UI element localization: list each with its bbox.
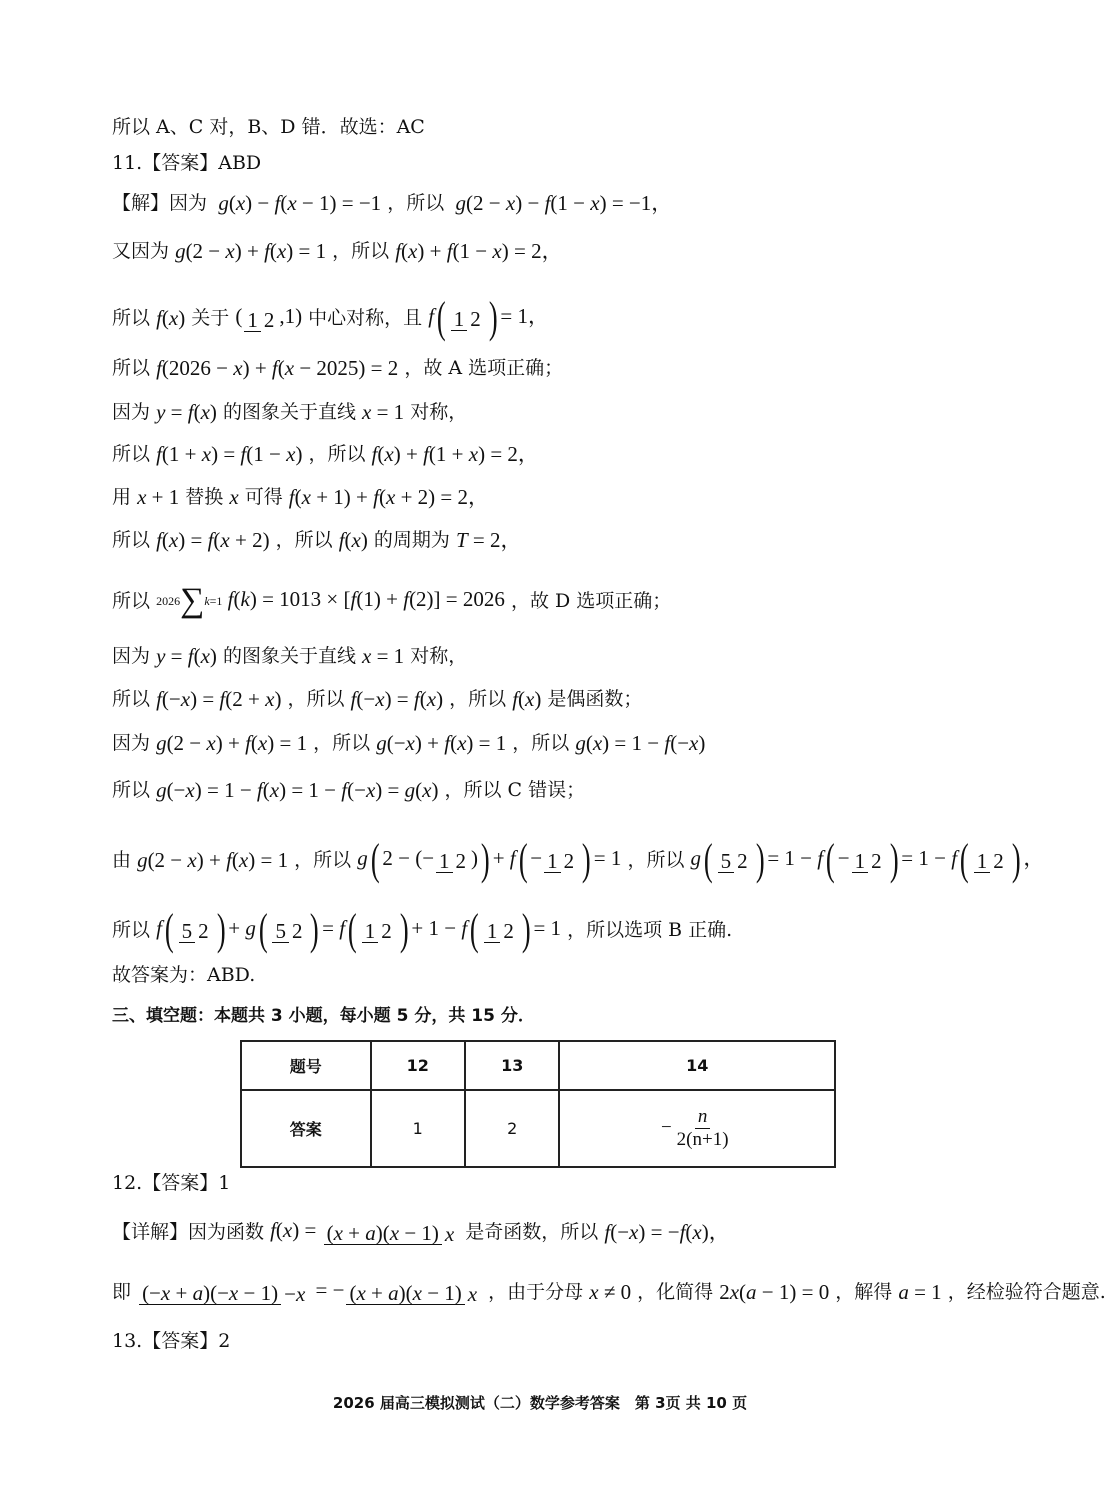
math-expression: x — [229, 485, 239, 509]
math-expression: g(−x) + f(x) = 1 — [376, 731, 507, 755]
table-header-cell: 13 — [465, 1041, 559, 1090]
table-header-cell: 14 — [559, 1041, 835, 1090]
math-expression: g( 5 2 ) = 1 − f( − 1 2 ) = 1 − f( 1 2 ) ， — [690, 835, 1045, 884]
math-expression: g(2 − x) + f(x) = 1 — [137, 848, 289, 872]
text-line: 用 x + 1 替换 x 可得 f(x + 1) + f(x + 2) = 2， — [112, 485, 489, 509]
text-line: 所以 f(x) = f(x + 2) ，所以 f(x) 的周期为 T = 2， — [112, 528, 522, 552]
math-expression: f( 5 2 ) + g( 5 2 ) = f( 1 2 ) + 1 − f( 1 2 ) = 1 — [156, 905, 562, 954]
text-line: 所以 A、C 对，B、D 错．故选：AC — [112, 116, 425, 138]
math-expression: (−x + a)(−x − 1) −x = − (x + a)(x − 1) x — [137, 1278, 482, 1305]
table-header-cell: 题号 — [241, 1041, 371, 1090]
math-expression: ( 1 2 ,1) — [235, 304, 303, 333]
text-line: 又因为 g(2 − x) + f(x) = 1 ，所以 f(x) + f(1 − x) = 2， — [112, 239, 563, 263]
answer-13: 13.【答案】2 — [112, 1330, 231, 1352]
math-expression: f(x) — [512, 687, 542, 711]
math-expression: T = 2， — [455, 528, 522, 552]
text-line: 所以 f( 5 2 ) + g( 5 2 ) = f( 1 2 ) + 1 − f( 1 2 ) = 1 ，所以选项 B 正确. — [112, 905, 733, 954]
math-expression: f(x + 1) + f(x + 2) = 2， — [288, 485, 489, 509]
math-expression: f(x) = (x + a)(x − 1) x — [270, 1218, 455, 1246]
math-expression: − $\frac{n}{2(n+1)}$ — [660, 1106, 729, 1150]
math-expression: g( 2 − (− 1 2 )) + f( − 1 2 ) = 1 — [357, 835, 622, 884]
math-expression: f(x) + f(1 + x) = 2， — [371, 442, 539, 466]
math-expression: 2026∑k=1 f(k) = 1013 × [f(1) + f(2)] = 2026 — [156, 582, 505, 619]
text-line: 故答案为：ABD. — [112, 964, 256, 986]
math-expression: g(x) = 1 − f(−x) — [575, 731, 706, 755]
math-expression: g(x) − f(x − 1) = −1 — [218, 191, 382, 215]
math-expression: f(x) + f(1 − x) = 2， — [395, 239, 563, 263]
text-line: 因为 g(2 − x) + f(x) = 1 ，所以 g(−x) + f(x) = 1 ，所以 g(x) = 1 − f(−x) — [112, 731, 706, 755]
math-expression: g(−x) = 1 − f(x) = 1 − f(−x) = g(x) — [156, 778, 439, 802]
text-line: 所以 f(−x) = f(2 + x) ，所以 f(−x) = f(x) ，所以 f(x) 是偶函数； — [112, 687, 643, 711]
table-cell-14 — [559, 1090, 835, 1167]
text-line: 【解】因为 g(x) − f(x − 1) = −1 ，所以 g(2 − x) − f(1 − x) = −1， — [112, 191, 673, 215]
math-expression: f(−x) = f(x) — [350, 687, 444, 711]
text-line: 由 g(2 − x) + f(x) = 1 ，所以 g( 2 − (− 1 2 )) + f( − 1 2 ) = 1 ，所以 g( 5 2 ) = 1 − f( − 1 2 ) = 1 − f( 1 2 ) ， — [112, 835, 1045, 884]
text-line: 【详解】因为函数 f(x) = (x + a)(x − 1) x 是奇函数，所以 f(−x) = −f(x)， — [112, 1218, 730, 1246]
table-header-row — [241, 1041, 835, 1090]
table-row — [241, 1090, 835, 1167]
math-expression: g(2 − x) + f(x) = 1 — [175, 239, 327, 263]
answer-12: 12.【答案】1 — [112, 1172, 231, 1194]
math-expression: f(x) = f(x + 2) — [156, 528, 270, 552]
table-row-label: 答案 — [241, 1090, 371, 1167]
math-expression: g(2 − x) − f(1 − x) = −1， — [455, 191, 673, 215]
math-expression: f( 1 2 ) = 1， — [428, 293, 549, 342]
text-line: 所以 f(2026 − x) + f(x − 2025) = 2 ，故 A 选项正确； — [112, 356, 564, 380]
table-cell: 1 — [371, 1090, 465, 1167]
math-expression: f(x) — [338, 528, 368, 552]
math-expression: x ≠ 0 — [589, 1279, 632, 1304]
table-header-cell: 12 — [371, 1041, 465, 1090]
math-expression: y = f(x) — [156, 400, 217, 424]
table-cell: 2 — [465, 1090, 559, 1167]
math-expression: f(x) — [156, 306, 186, 330]
text-line: 所以 f(1 + x) = f(1 − x) ，所以 f(x) + f(1 + x) = 2， — [112, 442, 539, 466]
math-expression: x = 1 — [362, 400, 405, 424]
answer-11: 11.【答案】ABD — [112, 152, 262, 174]
section-heading: 三、填空题：本题共 3 小题，每小题 5 分，共 15 分． — [112, 1006, 535, 1026]
math-expression: f(−x) = −f(x)， — [604, 1219, 730, 1244]
math-expression: f(2026 − x) + f(x − 2025) = 2 — [156, 356, 399, 380]
text-line: 因为 y = f(x) 的图象关于直线 x = 1 对称， — [112, 644, 468, 668]
math-expression: a = 1 — [898, 1279, 942, 1304]
text-line: 即 (−x + a)(−x − 1) −x = − (x + a)(x − 1) x ，由于分母 x ≠ 0 ，化简得 2x(a − 1) = 0 ，解得 a = 1 ，经检验符合题意. — [112, 1278, 1106, 1306]
math-expression: x = 1 — [362, 644, 405, 668]
text-line: 因为 y = f(x) 的图象关于直线 x = 1 对称， — [112, 400, 468, 424]
math-expression: g(2 − x) + f(x) = 1 — [156, 731, 308, 755]
text-line: 所以 f(x) 关于 ( 1 2 ,1) 中心对称，且 f( 1 2 ) = 1， — [112, 293, 549, 342]
math-expression: x + 1 — [137, 485, 180, 509]
math-expression: f(1 + x) = f(1 − x) — [156, 442, 303, 466]
text-line: 所以 g(−x) = 1 − f(x) = 1 − f(−x) = g(x) ，所以 C 错误； — [112, 778, 586, 802]
text-line: 所以 2026∑k=1 f(k) = 1013 × [f(1) + f(2)] = 2026 ，故 D 选项正确； — [112, 582, 672, 619]
math-expression: 2x(a − 1) = 0 — [719, 1279, 830, 1304]
math-expression: f(−x) = f(2 + x) — [156, 687, 282, 711]
page-footer: 2026 届高三模拟测试（二）数学参考答案 第 3页 共 10 页 — [332, 1394, 748, 1412]
answer-table — [240, 1040, 836, 1168]
math-expression: y = f(x) — [156, 644, 217, 668]
